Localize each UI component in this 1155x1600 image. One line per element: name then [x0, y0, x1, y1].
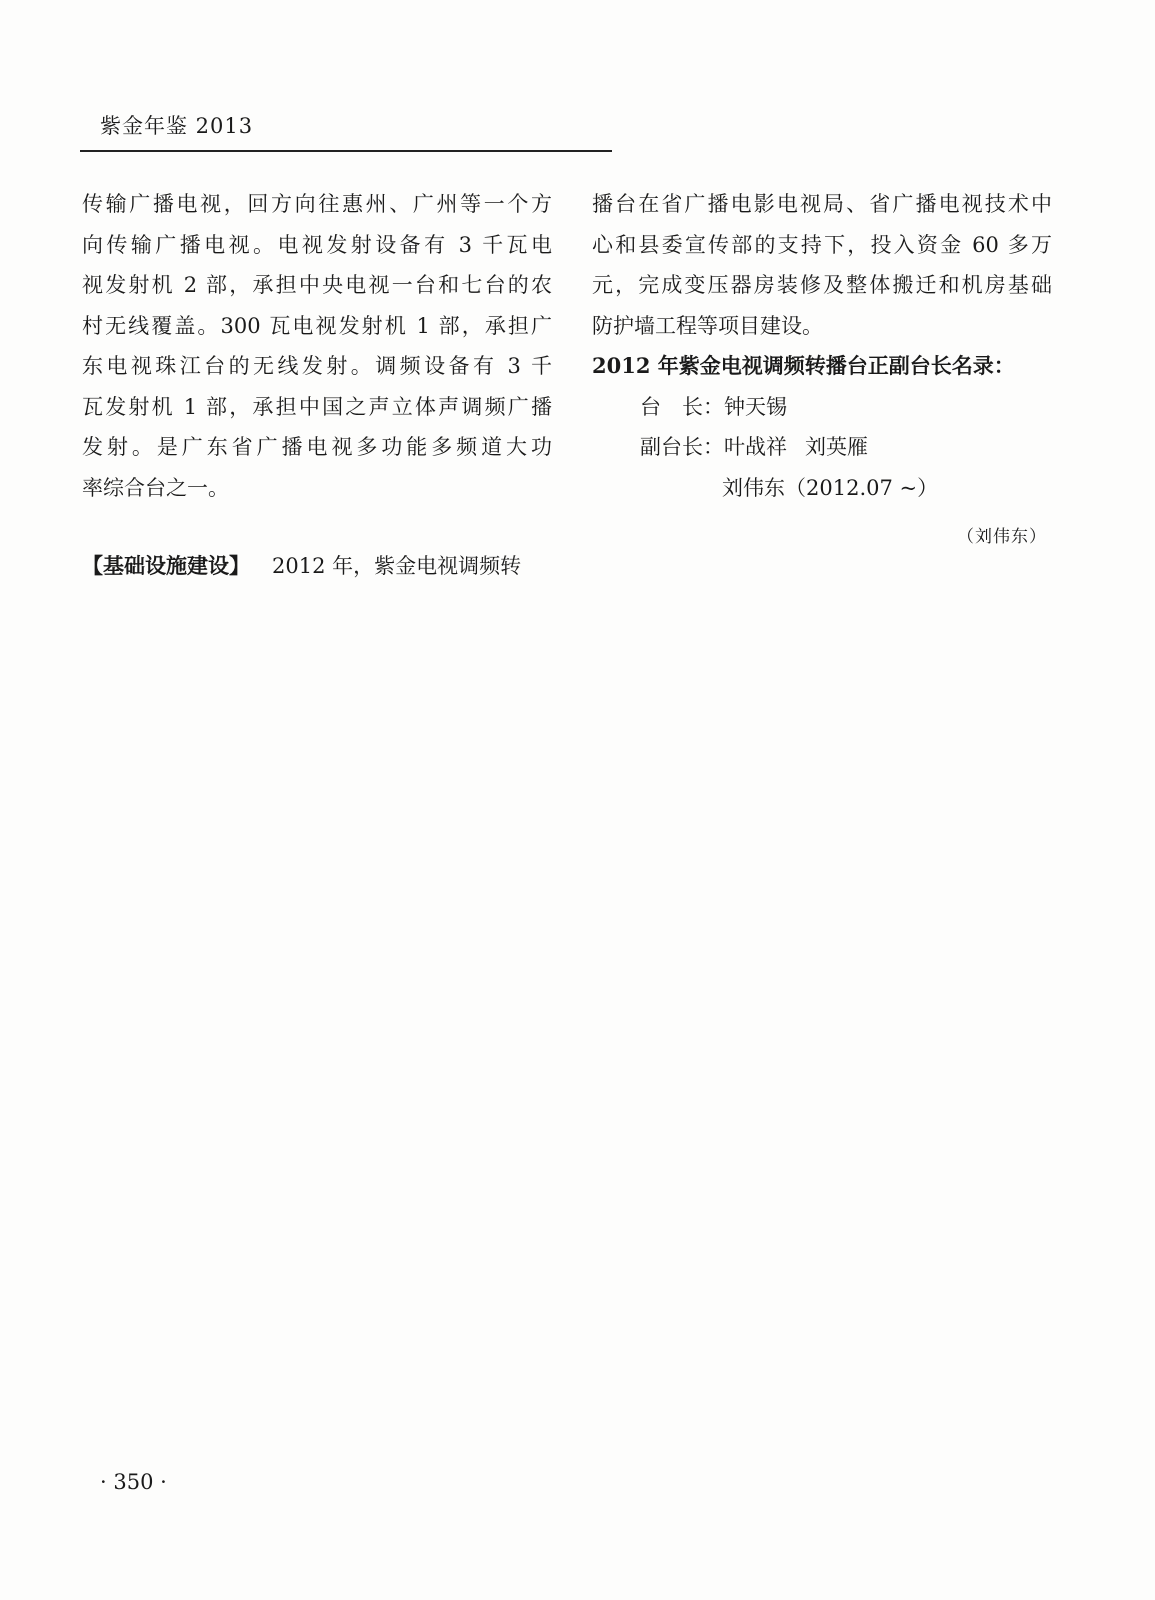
left-column	[82, 184, 552, 508]
author-credit: （刘伟东）	[957, 527, 1047, 547]
body-line: 心和县委宣传部的支持下，投入资金 60 多万	[592, 232, 1052, 257]
section-paragraph	[82, 546, 552, 587]
right-column	[592, 184, 1052, 508]
deputy-name: 叶战祥	[724, 435, 787, 459]
section-text: 2012 年，紫金电视调频转	[272, 554, 522, 578]
body-line: 播台在省广播电影电视局、省广播电视技术中	[592, 192, 1052, 216]
body-line: 防护墙工程等项目建设。	[592, 313, 823, 338]
running-head-title: 紫金年鉴 2013	[100, 114, 254, 138]
director-label: 台 长：	[640, 394, 724, 419]
body-line: 村无线覆盖。300 瓦电视发射机 1 部，承担广	[82, 313, 552, 338]
deputy-label: 副台长：	[640, 435, 724, 459]
roster-title: 2012 年紫金电视调频转播台正副台长名录：	[592, 353, 1015, 378]
body-line: 瓦发射机 1 部，承担中国之声立体声调频广播	[82, 394, 552, 419]
deputy-extra-entry: 刘伟东（2012.07 ~）	[722, 475, 939, 500]
header-rule	[80, 150, 612, 152]
director-name: 钟天锡	[724, 394, 787, 419]
section-heading: 【基础设施建设】	[82, 553, 250, 578]
deputy-name: 刘英雁	[805, 435, 868, 459]
body-line: 东电视珠江台的无线发射。调频设备有 3 千	[82, 354, 552, 378]
body-line: 元，完成变压器房装修及整体搬迁和机房基础	[592, 273, 1052, 297]
page-number: · 350 ·	[100, 1470, 167, 1494]
body-line: 向传输广播电视。电视发射设备有 3 千瓦电	[82, 232, 552, 257]
body-line: 发射。是广东省广播电视多功能多频道大功	[82, 435, 552, 459]
body-line: 视发射机 2 部，承担中央电视一台和七台的农	[82, 273, 552, 297]
body-line: 率综合台之一。	[82, 475, 229, 500]
director-entry	[592, 387, 1052, 428]
deputy-entry	[592, 427, 1052, 468]
body-line: 传输广播电视，回方向往惠州、广州等一个方	[82, 192, 552, 216]
